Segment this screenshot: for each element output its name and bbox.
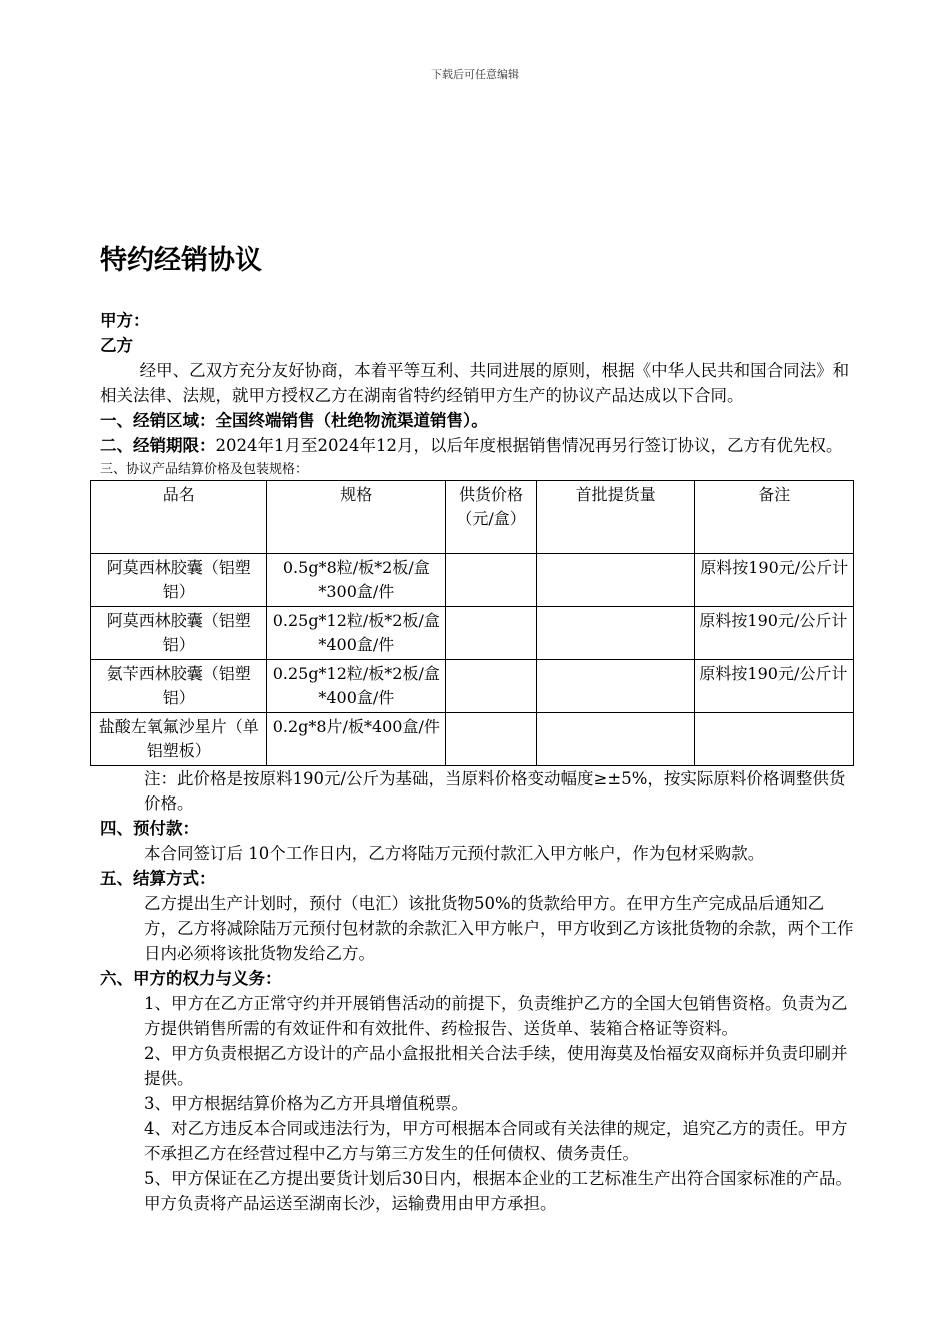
party-a-label: 甲方： [100, 311, 150, 330]
cell-first-order-qty [536, 660, 694, 713]
cell-first-order-qty [536, 554, 694, 607]
party-b-label: 乙方 [100, 336, 133, 355]
section-4-body: 本合同签订后 10个工作日内，乙方将陆万元预付款汇入甲方帐户，作为包材采购款。 [144, 844, 765, 863]
cell-supply-price [446, 713, 537, 766]
cell-product-name: 阿莫西林胶囊（铝塑铝） [91, 554, 267, 607]
cell-first-order-qty [536, 607, 694, 660]
section-5-heading: 五、结算方式： [100, 869, 216, 888]
header-supply-price: 供货价格（元/盒） [446, 481, 537, 554]
table-row [91, 660, 854, 713]
section-4-heading: 四、预付款： [100, 819, 199, 838]
section-6-item-1: 1、甲方在乙方正常守约并开展销售活动的前提下，负责维护乙方的全国大包销售资格。负责为乙方提供销售所需的有效证件和有效批件、药检报告、送货单、装箱合格证等资料。 [144, 994, 848, 1038]
cell-remarks [695, 713, 854, 766]
cell-remarks: 原料按190元/公斤计 [695, 660, 854, 713]
cell-remarks: 原料按190元/公斤计 [695, 607, 854, 660]
section-5-body: 乙方提出生产计划时，预付（电汇）该批货物50%的货款给甲方。在甲方生产完成品后通知乙方，乙方将减除陆万元预付包材款的余款汇入甲方帐户，甲方收到乙方该批货物的余款，两个工作日内必须将该批货物发给乙方。 [144, 894, 854, 963]
document-title: 特约经销协议 [100, 245, 262, 276]
section-6-heading: 六、甲方的权力与义务： [100, 969, 282, 988]
table-row [91, 713, 854, 766]
section-2 [100, 433, 856, 458]
document-body [100, 308, 856, 1216]
table-row [91, 554, 854, 607]
section-2-body: 2024年1月至2024年12月，以后年度根据销售情况再另行签订协议，乙方有优先权。 [215, 436, 843, 455]
header-spec: 规格 [267, 481, 446, 554]
header-product-name: 品名 [91, 481, 267, 554]
table-note: 注：此价格是按原料190元/公斤为基础，当原料价格变动幅度≥±5%，按实际原料价格调整供货价格。 [144, 769, 846, 813]
section-6-item-5: 5、甲方保证在乙方提出要货计划后30日内，根据本企业的工艺标准生产出符合国家标准的产品。甲方负责将产品运送至湖南长沙，运输费用由甲方承担。 [144, 1169, 852, 1213]
cell-spec: 0.25g*12粒/板*2板/盒*400盒/件 [267, 607, 446, 660]
section-6-item-3: 3、甲方根据结算价格为乙方开具增值税票。 [144, 1094, 468, 1113]
cell-product-name: 氨苄西林胶囊（铝塑铝） [91, 660, 267, 713]
cell-product-name: 阿莫西林胶囊（铝塑铝） [91, 607, 267, 660]
section-3-heading: 三、协议产品结算价格及包装规格： [100, 462, 309, 477]
header-first-order-qty: 首批提货量 [536, 481, 694, 554]
section-1: 一、经销区域：全国终端销售（杜绝物流渠道销售）。 [100, 411, 488, 430]
cell-supply-price [446, 554, 537, 607]
header-note: 下载后可任意编辑 [431, 68, 519, 81]
table-row [91, 607, 854, 660]
cell-product-name: 盐酸左氧氟沙星片（单铝塑板） [91, 713, 267, 766]
cell-remarks: 原料按190元/公斤计 [695, 554, 854, 607]
cell-supply-price [446, 660, 537, 713]
product-price-table [90, 480, 854, 766]
section-2-heading: 二、经销期限： [100, 436, 216, 455]
intro-paragraph: 经甲、乙双方充分友好协商，本着平等互利、共同进展的原则，根据《中华人民共和国合同法》和相关法律、法规，就甲方授权乙方在湖南省特约经销甲方生产的协议产品达成以下合同。 [100, 361, 850, 405]
cell-spec: 0.25g*12粒/板*2板/盒*400盒/件 [267, 660, 446, 713]
cell-spec: 0.5g*8粒/板*2板/盒*300盒/件 [267, 554, 446, 607]
section-6-item-4: 4、对乙方违反本合同或违法行为，甲方可根据本合同或有关法律的规定，追究乙方的责任。甲方不承担乙方在经营过程中乙方与第三方发生的任何债权、债务责任。 [144, 1119, 848, 1163]
cell-spec: 0.2g*8片/板*400盒/件 [267, 713, 446, 766]
cell-first-order-qty [536, 713, 694, 766]
table-header-row [91, 481, 854, 554]
section-6-item-2: 2、甲方负责根据乙方设计的产品小盒报批相关合法手续，使用海莫及怡福安双商标并负责印刷并提供。 [144, 1044, 848, 1088]
cell-supply-price [446, 607, 537, 660]
header-remarks: 备注 [695, 481, 854, 554]
